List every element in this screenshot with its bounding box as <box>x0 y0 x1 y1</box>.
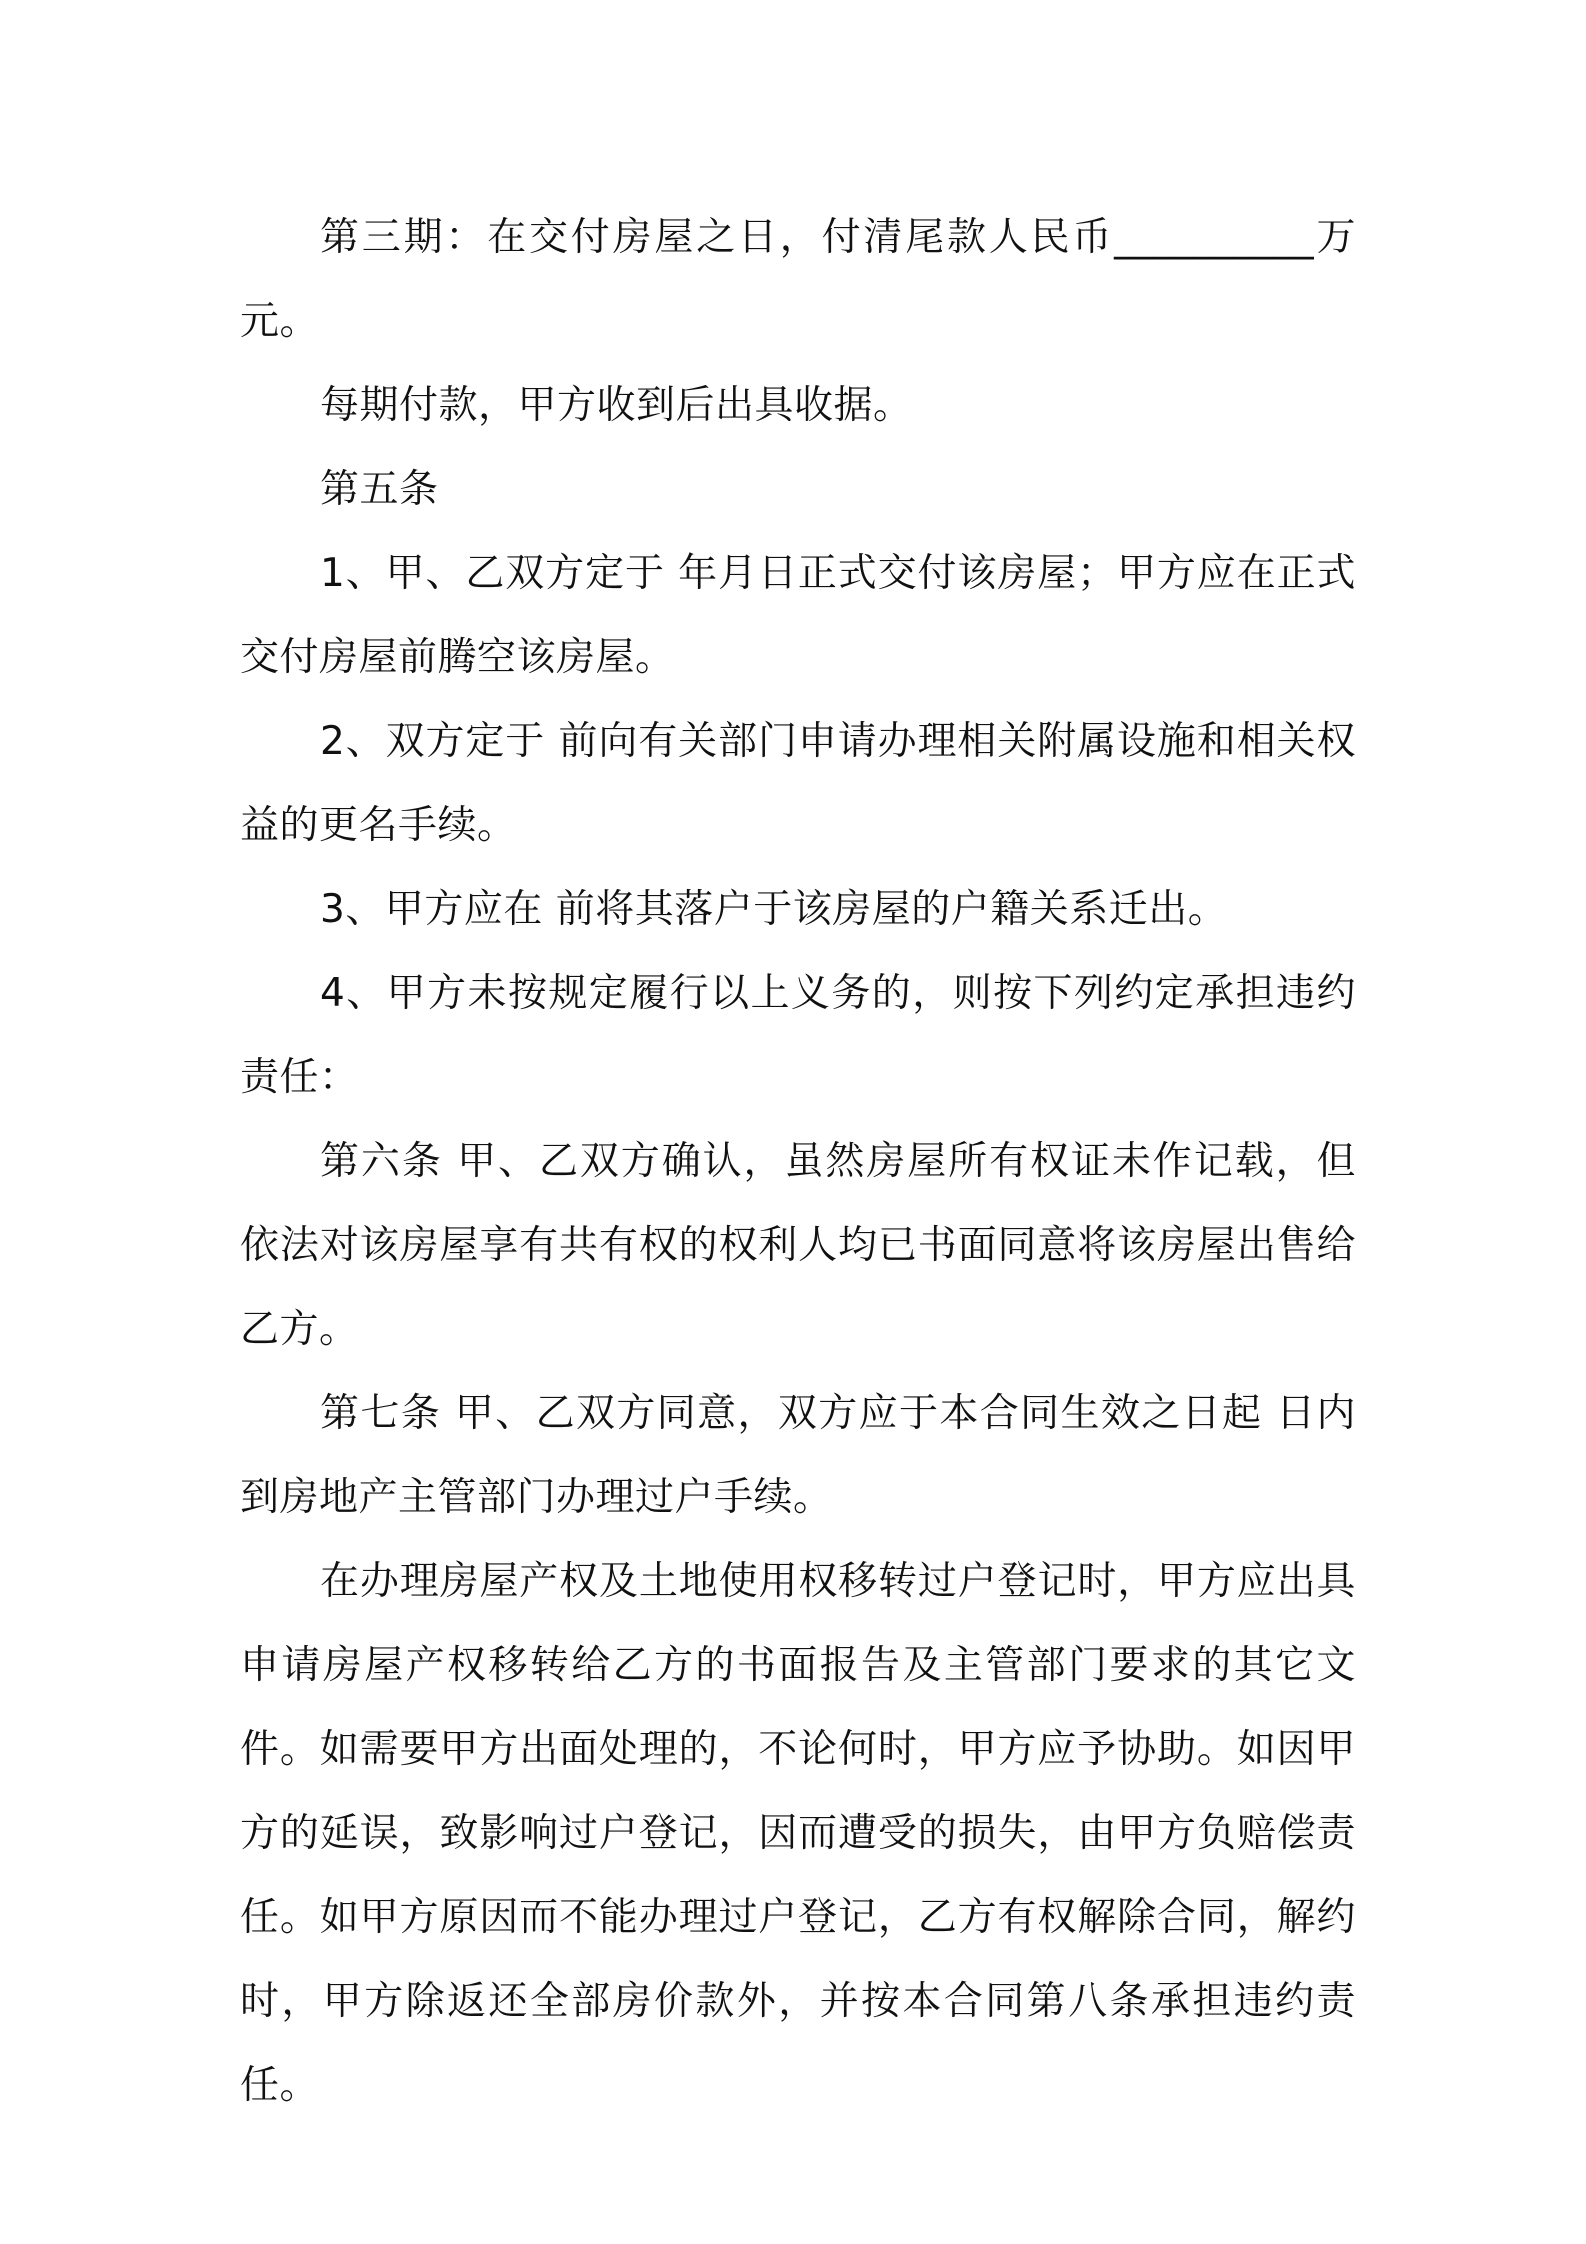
paragraph-receipt: 每期付款，甲方收到后出具收据。 <box>320 383 913 428</box>
paragraph-payment-third-installment: 第三期：在交付房屋之日，付清尾款人民币__________万元。 <box>240 215 1356 344</box>
article-five-item-4: 4、甲方未按规定履行以上义务的，则按下列约定承担违约责任： <box>240 971 1356 1100</box>
article-five-item-1: 1、甲、乙双方定于 年月日正式交付该房屋；甲方应在正式交付房屋前腾空该房屋。 <box>240 551 1356 680</box>
article-six: 第六条 甲、乙双方确认，虽然房屋所有权证未作记载，但依法对该房屋享有共有权的权利人均已书面同意将该房屋出售给乙方。 <box>240 1139 1356 1352</box>
article-five-item-2: 2、双方定于 前向有关部门申请办理相关附属设施和相关权益的更名手续。 <box>240 719 1356 848</box>
article-seven-transfer-registration: 在办理房屋产权及土地使用权移转过户登记时，甲方应出具申请房屋产权移转给乙方的书面报告及主管部门要求的其它文件。如需要甲方出面处理的，不论何时，甲方应予协助。如因甲方的延误，致影响过户登记，因而遭受的损失，由甲方负赔偿责任。如甲方原因而不能办理过户登记，乙方有权解除合同，解约时，甲方除返还全部房价款外，并按本合同第八条承担违约责任。 <box>240 1559 1356 2108</box>
article-five-heading: 第五条 <box>320 467 439 512</box>
article-five-item-3: 3、甲方应在 前将其落户于该房屋的户籍关系迁出。 <box>320 887 1228 932</box>
document-body <box>240 196 1356 2128</box>
article-seven: 第七条 甲、乙双方同意，双方应于本合同生效之日起 日内到房地产主管部门办理过户手续。 <box>240 1391 1356 1520</box>
